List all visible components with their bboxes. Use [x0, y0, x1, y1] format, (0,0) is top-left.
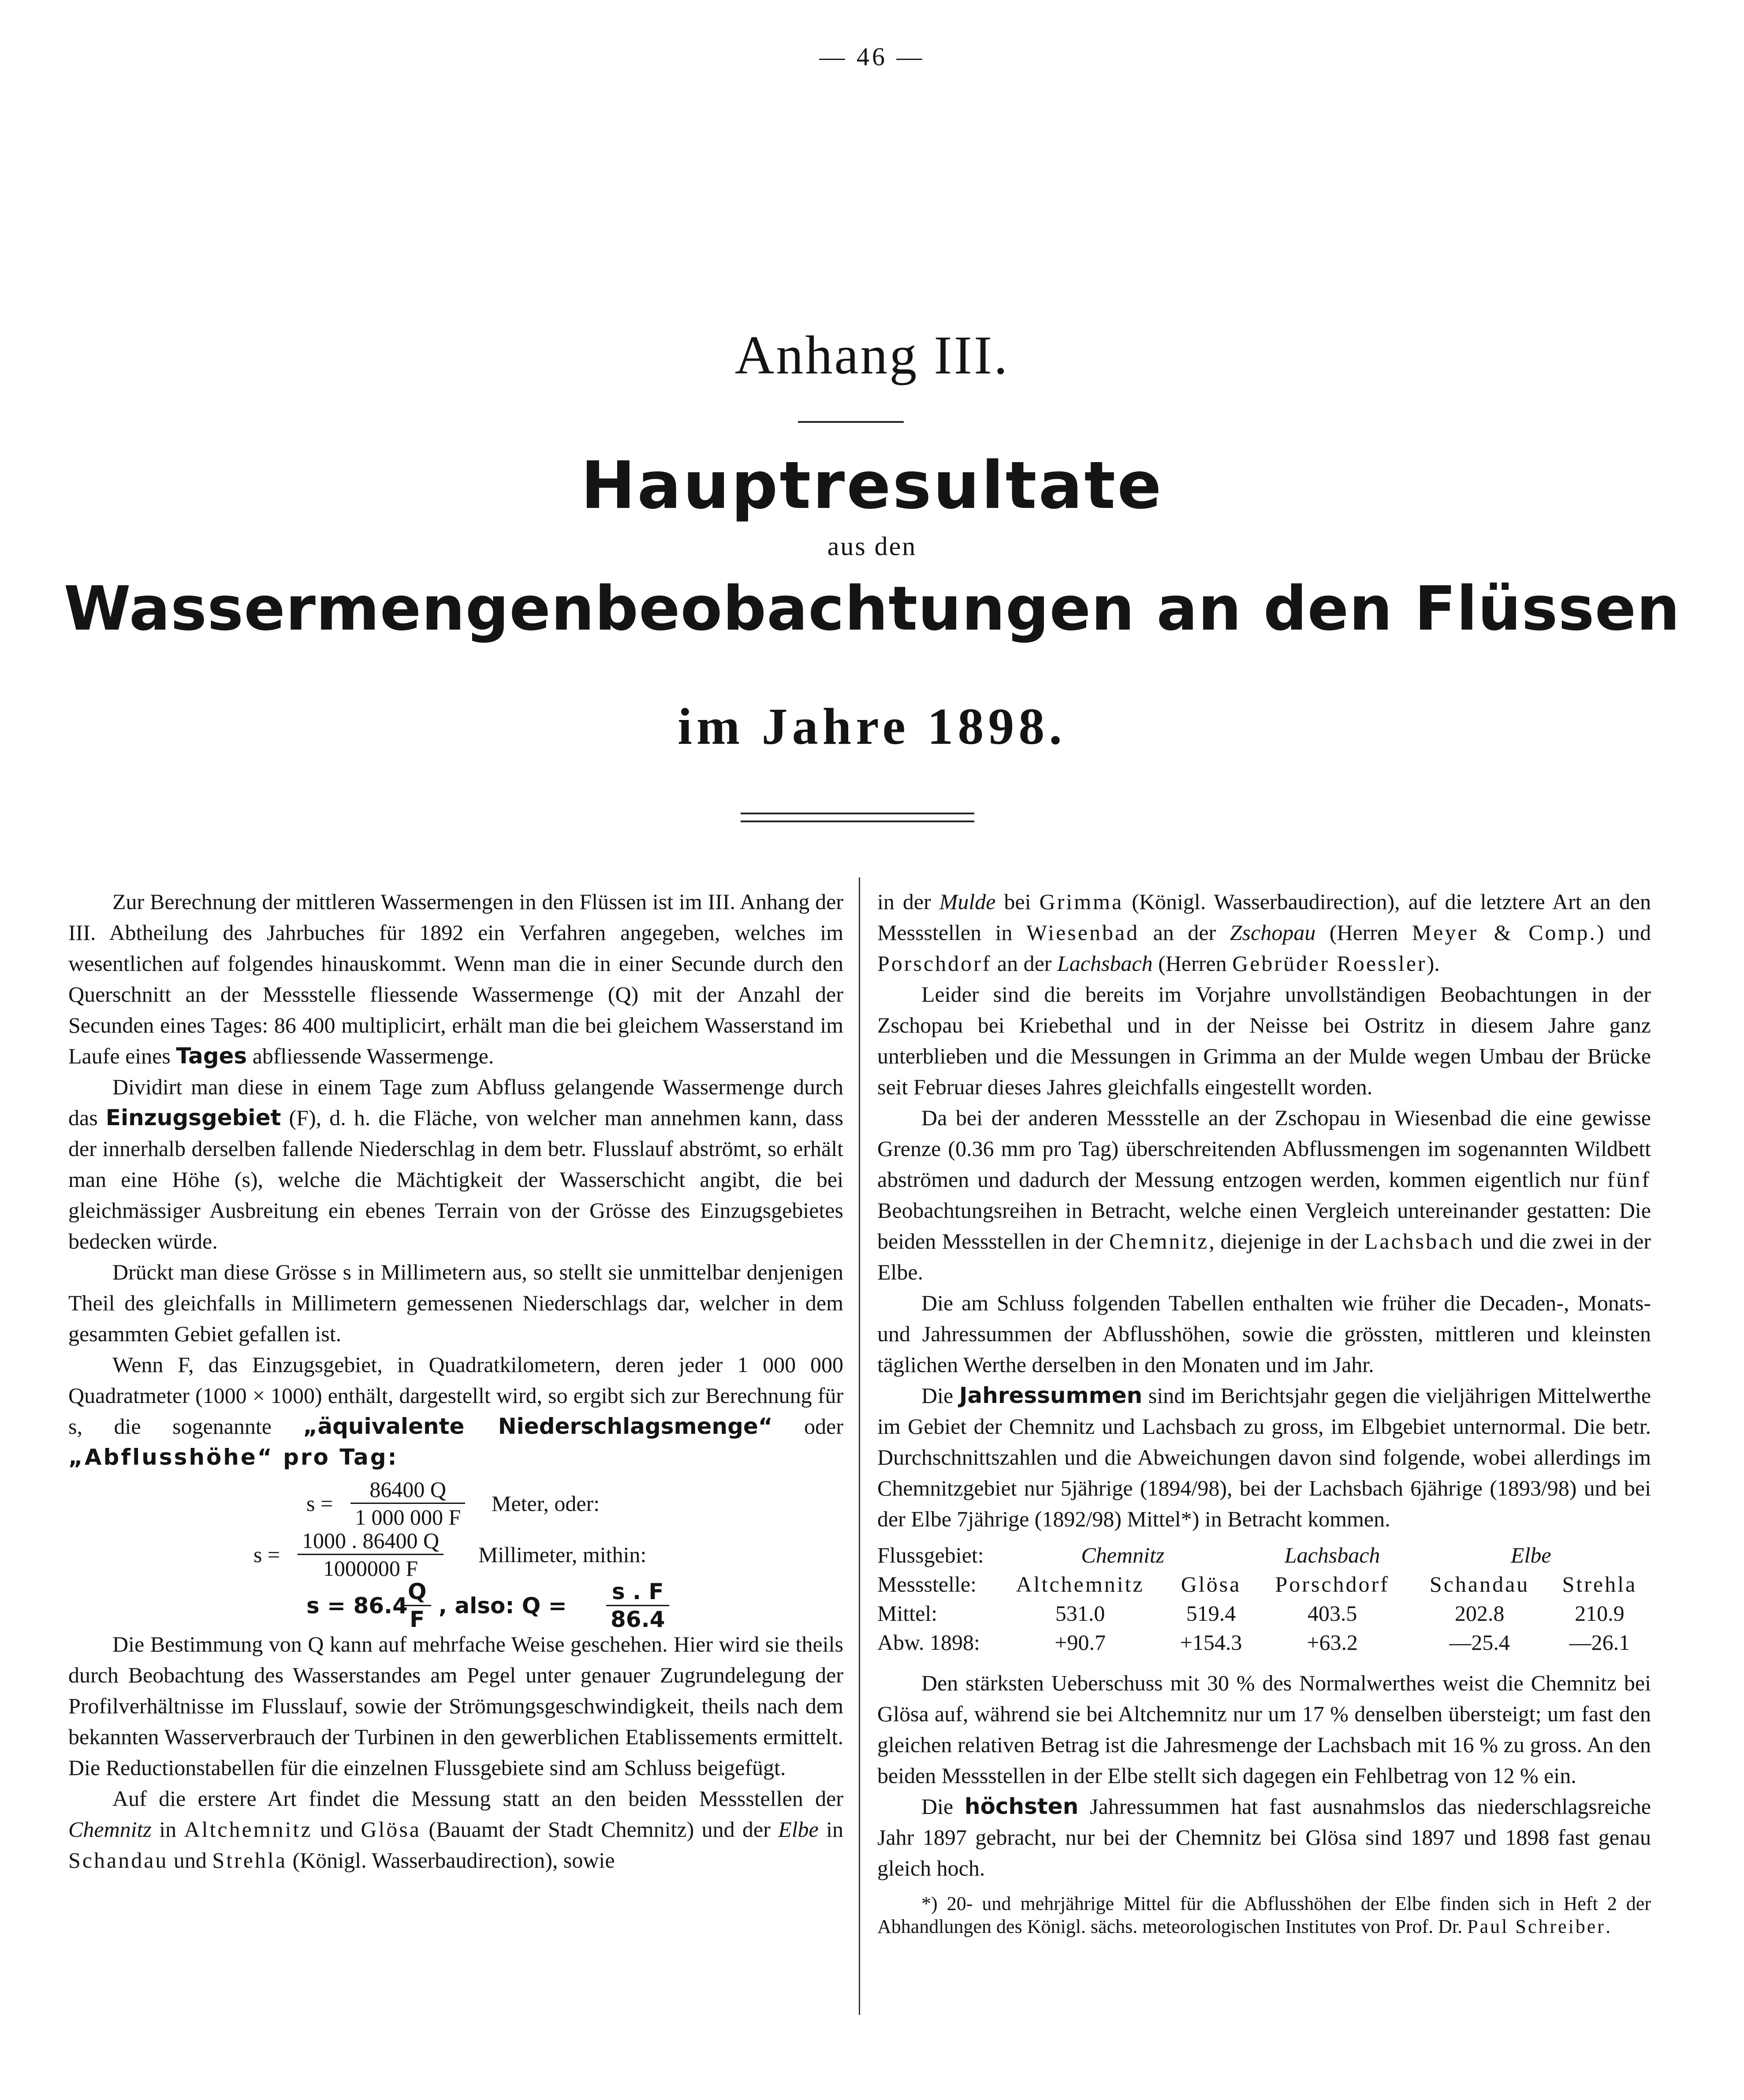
spacer: [877, 1884, 1651, 1892]
fraction: [403, 1578, 431, 1633]
text-run: ).: [1427, 951, 1440, 976]
text-run: (F), d. h. die Fläche, von welcher man annehmen kann, dass der innerhalb derselben fallende Niederschlag in dem betr. Flusslauf abströmt, so erhält man eine Höhe (s), welche die Mächtigkeit der Wasserschicht angibt, die bei gleichmässiger Ausbreitung ein ebenes Terrain von der Grösse des Einzugsgebietes bedecken würde.: [68, 1105, 843, 1253]
station-name: Porschdorf: [877, 951, 992, 976]
station-header: Porschdorf: [1275, 1572, 1390, 1596]
column-divider: [859, 877, 860, 2015]
table-cell: 519.4: [1186, 1601, 1236, 1626]
fraction: [350, 1476, 465, 1530]
group-header: Lachsbach: [1284, 1543, 1380, 1567]
table-row: [877, 1628, 1651, 1657]
text-run: ) und: [1596, 920, 1651, 945]
row-label: Abw. 1898:: [877, 1630, 980, 1655]
denominator: F: [410, 1607, 425, 1632]
formula-final: [68, 1578, 843, 1632]
table-cell: 202.8: [1454, 1601, 1505, 1626]
text-run: *) 20- und mehrjährige Mittel für die Abflusshöhen der Elbe finden sich in Heft 2 der Abhandlungen des Königl. sächs. meteorologischen Institutes von Prof. Dr.: [877, 1893, 1651, 1937]
text-run: an der: [1153, 920, 1216, 945]
paragraph-einzugsgebiet: [68, 1071, 843, 1257]
paragraph-messstellen: [877, 886, 1651, 979]
page-number: — 46 —: [819, 42, 925, 71]
station-name: Altchemnitz: [184, 1817, 313, 1842]
station-header: Glösa: [1181, 1572, 1241, 1596]
table-cell: +154.3: [1180, 1630, 1242, 1655]
station-name: Wiesenbad: [1026, 920, 1140, 945]
numerator: 1000 . 86400 Q: [298, 1527, 443, 1555]
text-run: (Königl. Wasserbaudirection), auf die letztere Art an den Messstellen in: [877, 889, 1651, 945]
abfluss-table: [877, 1540, 1651, 1657]
left-column: [68, 886, 843, 1876]
row-label: Flussgebiet:: [877, 1543, 984, 1567]
text-run: sind im Berichtsjahr gegen die vieljährigen Mittelwerthe im Gebiet der Chemnitz und Lachsbach zu gross, im Elbgebiet unternormal. Die betr. Durchschnittszahlen und die Abweichungen davon sind folgende, wobei allerdings im Chemnitzgebiet nur 5jährige (1894/98), bei der Lachsbach 6jährige (1893/98) und bei der Elbe 7jährige (1892/98) Mittel*) in Betracht kommen.: [877, 1383, 1651, 1531]
river-name: Elbe: [778, 1817, 819, 1842]
formula-rhs: Meter, oder:: [492, 1491, 600, 1516]
appendix-heading: Anhang III.: [734, 325, 1010, 385]
table-row-flussgebiet: [877, 1540, 1651, 1570]
text-run: Die: [921, 1794, 954, 1819]
paragraph-leider: Leider sind die bereits im Vorjahre unvollständigen Beobachtungen in der Zschopau bei Kriebethal und in der Neisse bei Ostritz in diesem Jahre ganz unterblieben und die Messungen in Grimma an der Mulde wegen Umbau der Brücke seit Februar dieses Jahres gleichfalls eingestellt worden.: [877, 982, 1651, 1099]
bold-term: Einzugsgebiet: [105, 1105, 281, 1130]
double-rule: [741, 813, 974, 822]
author-name: Paul Schreiber: [1467, 1916, 1606, 1937]
table-cell: —26.1: [1569, 1630, 1630, 1655]
paragraph-jahressummen: [877, 1380, 1651, 1534]
fraction: [298, 1527, 443, 1582]
numerator: 86400 Q: [350, 1476, 465, 1504]
table-row-messstelle: [877, 1570, 1651, 1599]
river-name: Lachsbach: [1057, 951, 1153, 976]
denominator: 1000000 F: [323, 1556, 418, 1581]
text-run: abfliessende Wassermenge.: [252, 1044, 494, 1068]
station-name: Schandau: [68, 1848, 168, 1872]
table-cell: 531.0: [1055, 1601, 1105, 1626]
text-run: Dividirt man diese in einem Tage zum Abfluss gelangende Wassermenge durch das: [68, 1074, 843, 1130]
group-header: Chemnitz: [1081, 1543, 1165, 1567]
right-column: [877, 886, 1651, 1938]
emphasis: fünf: [1607, 1167, 1651, 1192]
table-cell: 403.5: [1307, 1601, 1357, 1626]
row-label: Mittel:: [877, 1601, 938, 1626]
fraction: [606, 1578, 669, 1633]
formula-meter: [68, 1476, 843, 1529]
bold-term: „Abflusshöhe“ pro Tag:: [68, 1444, 399, 1470]
river-name: Lachsbach: [1364, 1229, 1475, 1253]
paragraph-wildbett: [877, 1102, 1651, 1287]
text-run: .: [1605, 1916, 1610, 1937]
text-run: Wenn F, das Einzugsgebiet, in Quadratkilometern, deren jeder 1 000 000 Quadratmeter (1000 × 1000) enthält, dargestellt wird, so ergibt sich zur Berechnung für s, die sogenannte: [68, 1352, 843, 1439]
table-row: [877, 1599, 1651, 1628]
footnote: [877, 1892, 1651, 1938]
text-run: und: [320, 1817, 353, 1842]
station-header: Strehla: [1562, 1572, 1637, 1596]
text-run: , diejenige in der: [1209, 1229, 1359, 1253]
text-run: Auf die erstere Art findet die Messung statt an den beiden Messstellen der: [112, 1786, 843, 1811]
table-cell: +63.2: [1307, 1630, 1358, 1655]
station-name: Grimma: [1039, 889, 1124, 914]
paragraph-tabellen: Die am Schluss folgenden Tabellen enthalten wie früher die Decaden-, Monats- und Jahressummen der Abflusshöhen, sowie die grössten, mittleren und kleinsten täglichen Werthe derselben in den Monaten und im Jahr.: [877, 1291, 1651, 1377]
company-name: Gebrüder Roessler: [1232, 951, 1427, 976]
text-run: Jahressummen hat fast ausnahmslos das niederschlagsreiche Jahr 1897 gebracht, nur bei der Chemnitz bei Glösa sind 1897 und 1898 fast genau gleich hoch.: [877, 1794, 1651, 1880]
formula-rhs: Millimeter, mithin:: [478, 1542, 647, 1567]
formula-lhs: s =: [306, 1491, 333, 1516]
text-run: (Herren: [1329, 920, 1398, 945]
river-name: Chemnitz: [1109, 1229, 1209, 1253]
station-header: Schandau: [1429, 1572, 1530, 1596]
bold-term: Jahressummen: [959, 1383, 1143, 1408]
station-name: Glösa: [361, 1817, 421, 1842]
title-main: Hauptresultate: [581, 448, 1163, 523]
table-cell: +90.7: [1055, 1630, 1106, 1655]
paragraph-intro: [68, 886, 843, 1071]
text-run: (Bauamt der Stadt Chemnitz) und der: [429, 1817, 771, 1842]
table-cell: —25.4: [1449, 1630, 1510, 1655]
numerator: s . F: [606, 1578, 669, 1606]
formula-millimeter: [68, 1527, 843, 1581]
paragraph-millimeter: Drückt man diese Grösse s in Millimetern aus, so stellt sie unmittelbar denjenigen Theil des gleichfalls in Millimetern gemessenen Niederschlags dar, welcher in dem gesammten Gebiet gefallen ist.: [68, 1260, 843, 1346]
denominator: 1 000 000 F: [355, 1505, 461, 1529]
station-name: Strehla: [212, 1848, 287, 1872]
text-run: oder: [804, 1414, 843, 1439]
river-name: Mulde: [939, 889, 996, 914]
bold-term: Tages: [176, 1043, 247, 1069]
text-run: und: [173, 1848, 207, 1872]
title-connector: aus den: [827, 532, 917, 561]
text-run: an der: [997, 951, 1052, 976]
text-run: Zur Berechnung der mittleren Wassermengen in den Flüssen ist im III. Anhang der III. Abtheilung des Jahrbuches für 1892 ein Verfahren angegeben, welches im wesentlichen auf folgendes hinauskommt. Wenn man die in einer Secunde durch den Querschnitt an der Messstelle fliessende Wassermenge (Q) mit der Anzahl der Secunden eines Tages: 86 400 multiplicirt, erhält man die bei gleichem Wasserstand im Laufe eines: [68, 889, 843, 1068]
bold-term: höchsten: [964, 1794, 1079, 1819]
paragraph-abflusshoehe: [68, 1349, 843, 1473]
text-run: in: [159, 1817, 177, 1842]
numerator: Q: [403, 1578, 431, 1606]
river-name: Chemnitz: [68, 1817, 152, 1842]
row-label: Messstelle:: [877, 1572, 976, 1596]
paragraph-hoechste: [877, 1791, 1651, 1884]
table-cell: 210.9: [1575, 1601, 1625, 1626]
text-run: bei: [1004, 889, 1031, 914]
station-header: Altchemnitz: [1016, 1572, 1144, 1596]
paragraph-messung: [68, 1783, 843, 1876]
formula-lhs: s =: [253, 1542, 280, 1567]
formula-mid: , also: Q =: [439, 1593, 567, 1619]
formula-lhs: s = 86.4: [306, 1593, 408, 1619]
short-rule: [798, 421, 904, 423]
text-run: Beobachtungsreihen in Betracht, welche einen Vergleich untereinander gestatten: Die beiden Messstellen in der: [877, 1198, 1651, 1253]
denominator: 86.4: [611, 1607, 665, 1632]
text-run: Die: [921, 1383, 954, 1408]
text-run: (Herren: [1158, 951, 1227, 976]
text-run: Da bei der anderen Messstelle an der Zschopau in Wiesenbad die eine gewisse Grenze (0.36 mm pro Tag) überschreitenden Abflussmengen im sogenannten Wildbett abströmen und dadurch der Messung entzogen werden, kommen eigentlich nur: [877, 1105, 1651, 1192]
text-run: (Königl. Wasserbaudirection), sowie: [292, 1848, 615, 1872]
company-name: Meyer & Comp.: [1412, 920, 1597, 945]
river-name: Zschopau: [1230, 920, 1316, 945]
group-header: Elbe: [1510, 1543, 1551, 1567]
text-run: in: [826, 1817, 843, 1842]
title-subject: Wassermengenbeobachtungen an den Flüssen: [63, 573, 1681, 644]
text-run: und die zwei in der Elbe.: [877, 1229, 1651, 1284]
text-run: in der: [877, 889, 931, 914]
bold-term: „äquivalente Niederschlagsmenge“: [303, 1414, 773, 1439]
paragraph-ueberschuss: Den stärksten Ueberschuss mit 30 % des Normalwerthes weist die Chemnitz bei Glösa auf, während sie bei Altchemnitz nur um 17 % denselben übersteigt; um fast den gleichen relativen Betrag ist die Jahresmenge der Lachsbach mit 16 % zu gross. An den beiden Messstellen in der Elbe stellt sich dagegen ein Fehlbetrag von 12 % ein.: [877, 1671, 1651, 1788]
title-year: im Jahre 1898.: [678, 698, 1066, 755]
paragraph-bestimmung: Die Bestimmung von Q kann auf mehrfache Weise geschehen. Hier wird sie theils durch Beobachtung des Wasserstandes am Pegel unter genauer Zugrundelegung der Profilverhältnisse im Flusslauf, sowie der Strömungsgeschwindigkeit, theils nach dem bekannten Wasserverbrauch der Turbinen in den gewerblichen Etablissements ermittelt. Die Reductionstabellen für die einzelnen Flussgebiete sind am Schluss beigefügt.: [68, 1632, 843, 1780]
